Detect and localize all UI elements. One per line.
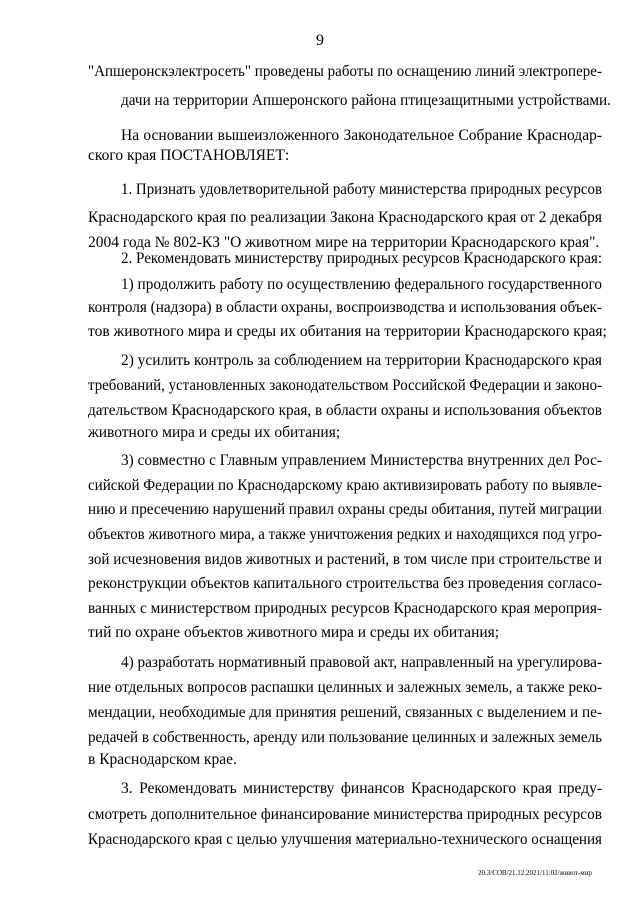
text-line: ского края ПОСТАНОВЛЯЕТ: [88,147,290,164]
text-line: сийской Федерации по Краснодарскому краю активизировать работу по выявле- [88,477,602,494]
text-line: Краснодарского края по реализации Закона Краснодарского края от 2 декабря [88,209,602,226]
text-line: дачи на территории Апшеронского района птицезащитными устройствами. [121,92,611,109]
text-line: контроля (надзора) в области охраны, воспроизводства и использования объек- [88,299,602,316]
text-line: 2004 года № 802-КЗ "О животном мире на территории Краснодарского края". [88,234,600,251]
text-line: "Апшеронскэлектросеть" проведены работы по оснащению линий электропере- [88,63,602,80]
text-line: животного мира и среды их обитания; [88,424,341,441]
text-line: ванных с министерством природных ресурсов Краснодарского края мероприя- [88,600,602,617]
text-line: реконструкции объектов капитального строительства без проведения согласо- [88,575,602,592]
text-line: смотреть дополнительное финансирование министерства природных ресурсов [88,806,602,823]
text-line: 3. Рекомендовать министерству финансов Краснодарского края преду- [121,780,602,797]
text-line: 1) продолжить работу по осуществлению федерального государственного [121,276,602,293]
text-line: На основании вышеизложенного Законодательное Собрание Краснодар- [121,127,602,144]
text-line: дательством Краснодарского края, в области охраны и использования объектов [88,402,602,419]
text-line: 2. Рекомендовать министерству природных ресурсов Краснодарского края: [121,250,602,267]
text-line: 1. Признать удовлетворительной работу министерства природных ресурсов [121,181,602,198]
text-line: тов животного мира и среды их обитания на территории Краснодарского края; [88,323,607,340]
text-line: требований, установленных законодательством Российской Федерации и законо- [88,377,602,394]
document-footer-code: 20.3/СОВ/21.12.2021/11:02/живот-мир [478,869,592,877]
text-line: 3) совместно с Главным управлением Министерства внутренних дел Рос- [121,452,602,469]
text-line: редачей в собственность, аренду или пользование целинных и залежных земель [88,729,602,746]
text-line: 4) разработать нормативный правовой акт, направленный на урегулирова- [121,654,602,671]
text-line: ние отдельных вопросов распашки целинных и залежных земель, а также реко- [88,679,602,696]
text-line: зой исчезновения видов животных и растений, в том числе при строительстве и [88,551,602,568]
text-line: нию и пресечению нарушений правил охраны среды обитания, путей миграции [88,501,602,518]
page-number: 9 [316,32,324,49]
text-line: мендации, необходимые для принятия решений, связанных с выделением и пе- [88,704,602,721]
text-line: объектов животного мира, а также уничтожения редких и находящихся под угро- [88,526,602,543]
text-line: в Краснодарском крае. [88,751,237,768]
text-line: 2) усилить контроль за соблюдением на территории Краснодарского края [121,352,602,369]
text-line: Краснодарского края с целью улучшения материально-технического оснащения [88,831,602,848]
text-line: тий по охране объектов животного мира и среды их обитания; [88,624,500,641]
